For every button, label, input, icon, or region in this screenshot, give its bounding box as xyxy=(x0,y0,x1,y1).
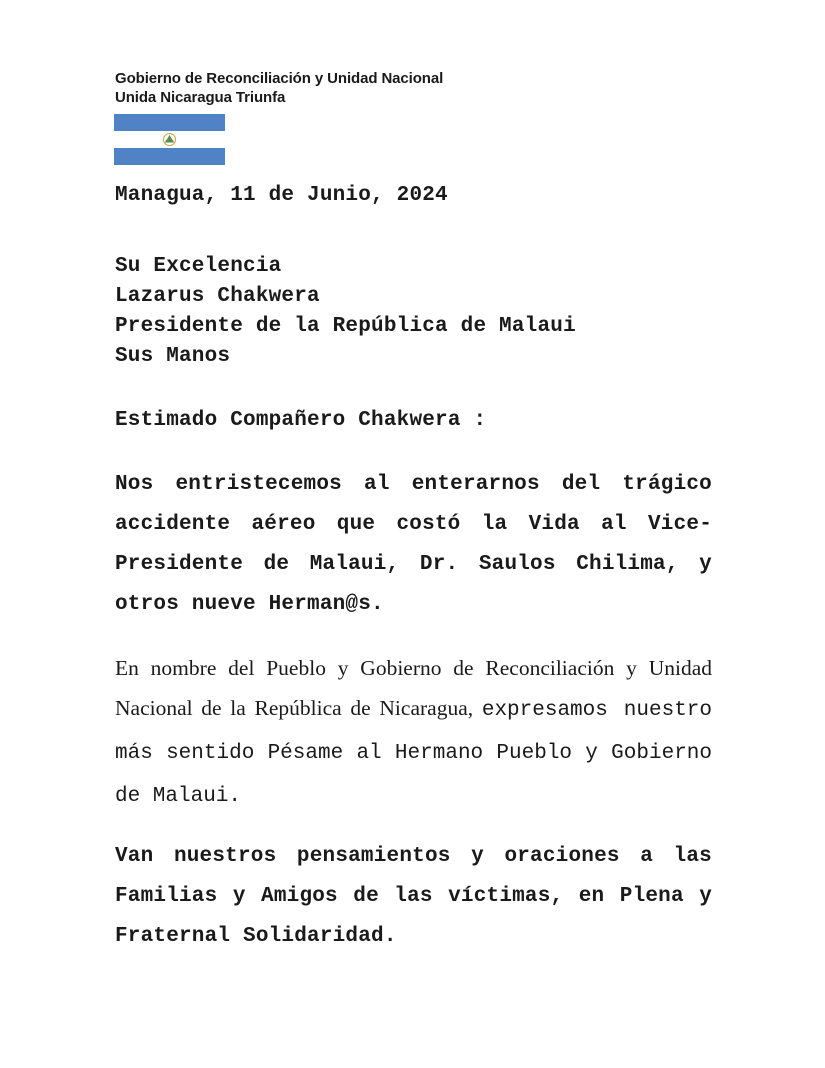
letter-date: Managua, 11 de Junio, 2024 xyxy=(115,184,448,207)
paragraph-sympathy-serif-part: En nombre del Pueblo y Gobierno de Reconciliación y Unidad Nacional de la República de Nicaragua, xyxy=(115,656,712,720)
flag-stripe-top xyxy=(114,114,225,131)
address-line-position: Presidente de la República de Malaui xyxy=(115,315,576,338)
address-line-name: Lazarus Chakwera xyxy=(115,285,320,308)
address-line-title: Su Excelencia xyxy=(115,255,282,278)
flag-stripe-bottom xyxy=(114,148,225,165)
address-line-delivery: Sus Manos xyxy=(115,345,231,368)
paragraph-condolence: Nos entristecemos al enterarnos del trágico accidente aéreo que costó la Vida al Vice-Presidente de Malaui, Dr. Saulos Chilima, y otros nueve Herman@s. xyxy=(115,473,712,616)
paragraph-sympathy-mono-part: expresamos nuestro más sentido Pésame al Hermano Pueblo y Gobierno de Malaui. xyxy=(115,699,713,808)
paragraph-sympathy xyxy=(115,648,712,817)
letterhead-government-name: Gobierno de Reconciliación y Unidad Nacional xyxy=(115,70,444,87)
paragraph-solidarity: Van nuestros pensamientos y oraciones a las Familias y Amigos de las víctimas, en Plena y Fraternal Solidaridad. xyxy=(115,845,712,948)
salutation: Estimado Compañero Chakwera : xyxy=(115,409,487,432)
letterhead xyxy=(115,69,443,107)
letterhead-slogan: Unida Nicaragua Triunfa xyxy=(115,89,286,106)
recipient-address xyxy=(115,252,576,372)
nicaragua-flag xyxy=(114,114,225,165)
